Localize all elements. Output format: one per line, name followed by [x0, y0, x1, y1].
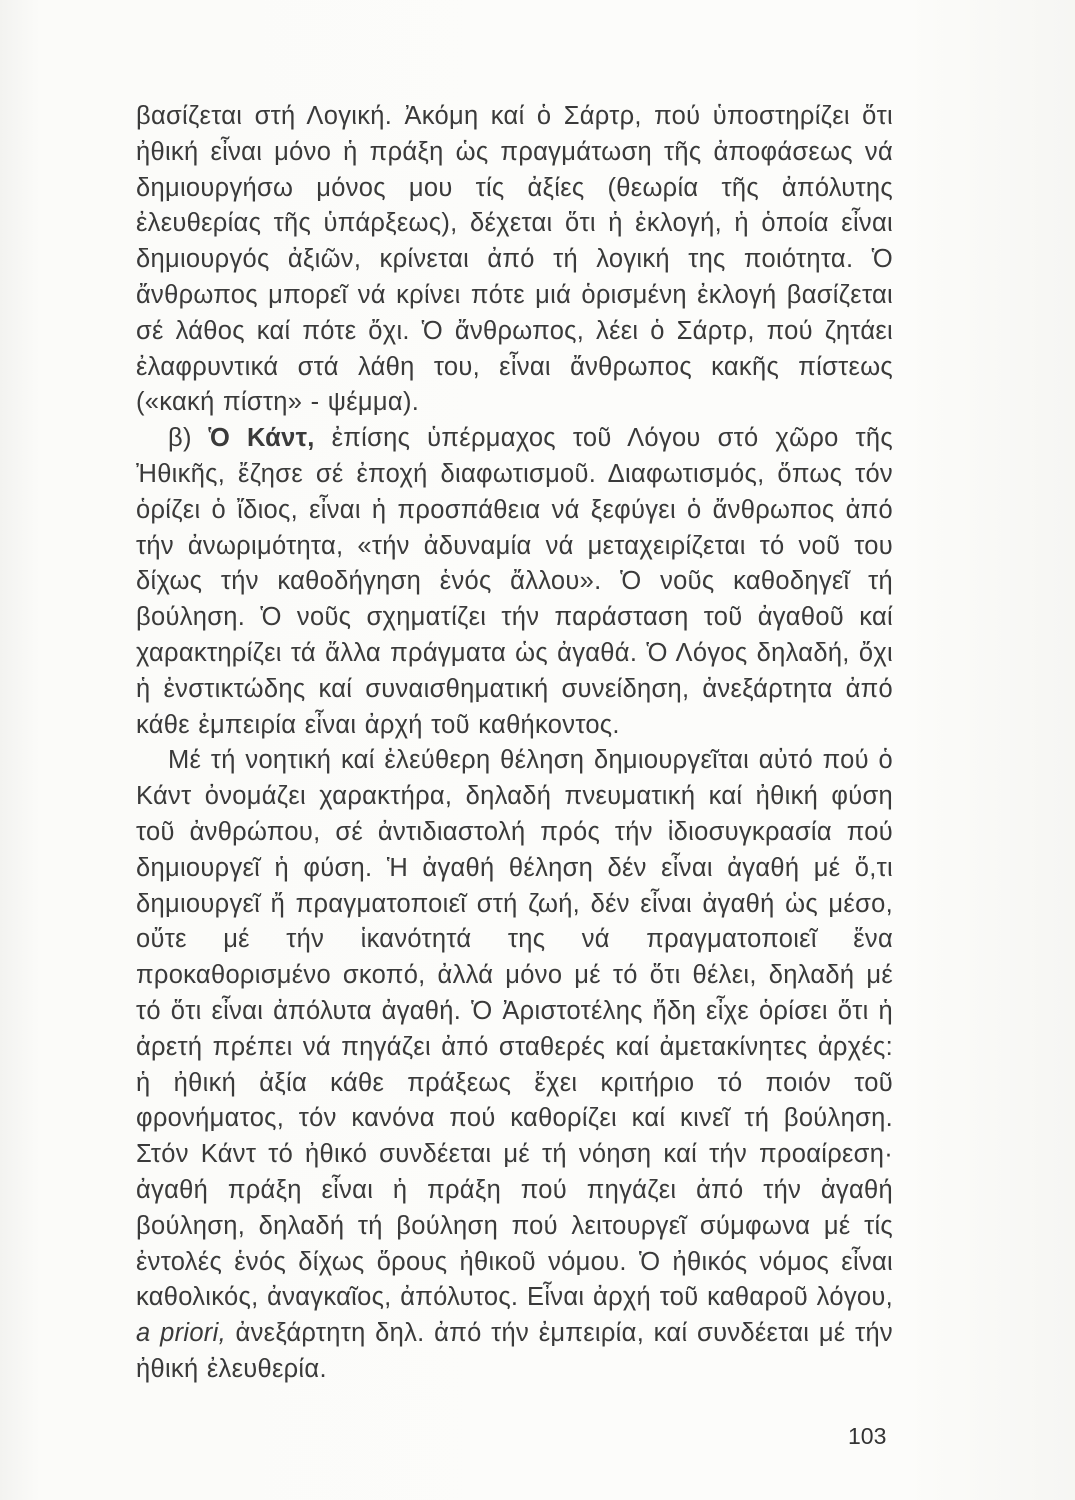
paragraph-kant-prefix: β) — [168, 424, 209, 453]
body-text — [136, 99, 893, 1388]
paragraph-sartre — [136, 99, 893, 421]
paragraph-kant-heading: Ὁ Κάντ, — [208, 424, 315, 453]
paragraph-kant-text: ἐπίσης ὑπέρμαχος τοῦ Λόγου στό χῶρο τῆς Ἠθικῆς, ἔζησε σέ ἐποχή διαφωτισμοῦ. Διαφωτισμός, ὅπως τόν ὁρίζει ὁ ἴδιος, εἶναι ἡ προσπάθεια νά ξεφύγει ὁ ἄνθρωπος ἀπό τήν ἀνωριμότητα, «τήν ἀδυναμία νά μεταχειρίζεται τό νοῦ του δίχως τήν καθοδήγηση ἑνός ἄλλου». Ὁ νοῦς καθοδηγεῖ τή βούληση. Ὁ νοῦς σχηματίζει τήν παράσταση τοῦ ἀγαθοῦ καί χαρακτηρίζει τά ἄλλα πράγματα ὡς ἀγαθά. Ὁ Λόγος δηλαδή, ὄχι ἡ ἐνστικτώδης καί συναισθηματική συνείδηση, ἀνεξάρτητα ἀπό κάθε ἐμπειρία εἶναι ἀρχή τοῦ καθήκοντος. — [136, 424, 893, 739]
paragraph-will-italic: a priori, — [136, 1319, 226, 1348]
paragraph-sartre-text: βασίζεται στή Λογική. Ἀκόμη καί ὁ Σάρτρ, πού ὑποστηρίζει ὅτι ἠθική εἶναι μόνο ἡ πράξη ὡς πραγμάτωση τῆς ἀποφάσεως νά δημιουργήσω μόνος μου τίς ἀξίες (θεωρία τῆς ἀπόλυτης ἐλευθερίας τῆς ὑπάρξεως), δέχεται ὅτι ἡ ἐκλογή, ἡ ὁποία εἶναι δημιουργός ἀξιῶν, κρίνεται ἀπό τή λογική της ποιότητα. Ὁ ἄνθρωπος μπορεῖ νά κρίνει πότε μιά ὁρισμένη ἐκλογή βασίζεται σέ λάθος καί πότε ὄχι. Ὁ ἄνθρωπος, λέει ὁ Σάρτρ, πού ζητάει ἐλαφρυντικά στά λάθη του, εἶναι ἄνθρωπος κακῆς πίστεως («κακή πίστη» - ψέμμα). — [136, 102, 893, 417]
paragraph-will-text-before: Μέ τή νοητική καί ἐλεύθερη θέληση δημιουργεῖται αὐτό πού ὁ Κάντ ὀνομάζει χαρακτήρα, δηλαδή πνευματική καί ἠθική φύση τοῦ ἀνθρώπου, σέ ἀντιδιαστολή πρός τήν ἰδιοσυγκρασία πού δημιουργεῖ ἡ φύση. Ἡ ἀγαθή θέληση δέν εἶναι ἀγαθή μέ ὅ,τι δημιουργεῖ ἤ πραγματοποιεῖ στή ζωή, δέν εἶναι ἀγαθή ὡς μέσο, οὔτε μέ τήν ἱκανότητά της νά πραγματοποιεῖ ἕνα προκαθορισμένο σκοπό, ἀλλά μόνο μέ τό ὅτι θέλει, δηλαδή μέ τό ὅτι εἶναι ἀπόλυτα ἀγαθή. Ὁ Ἀριστοτέλης ἤδη εἶχε ὁρίσει ὅτι ἡ ἀρετή πρέπει νά πηγάζει ἀπό σταθερές καί ἀμετακίνητες ἀρχές: ἡ ἠθική ἀξία κάθε πράξεως ἔχει κριτήριο τό ποιόν τοῦ φρονήματος, τόν κανόνα πού καθορίζει καί κινεῖ τή βούληση. Στόν Κάντ τό ἠθικό συνδέεται μέ τή νόηση καί τήν προαίρεση· ἀγαθή πράξη εἶναι ἡ πράξη πού πηγάζει ἀπό τήν ἀγαθή βούληση, δηλαδή τή βούληση πού λειτουργεῖ σύμφωνα μέ τίς ἐντολές ἑνός δίχως ὅρους ἠθικοῦ νόμου. Ὁ ἠθικός νόμος εἶναι καθολικός, ἀναγκαῖος, ἀπόλυτος. Εἶναι ἀρχή τοῦ καθαροῦ λόγου, — [136, 746, 893, 1312]
paragraph-kant — [136, 421, 893, 743]
page-number: 103 — [848, 1423, 887, 1449]
paragraph-will — [136, 743, 893, 1387]
paragraph-will-text-after: ἀνεξάρτητη δηλ. ἀπό τήν ἐμπειρία, καί συνδέεται μέ τήν ἠθική ἐλευθερία. — [136, 1319, 893, 1383]
